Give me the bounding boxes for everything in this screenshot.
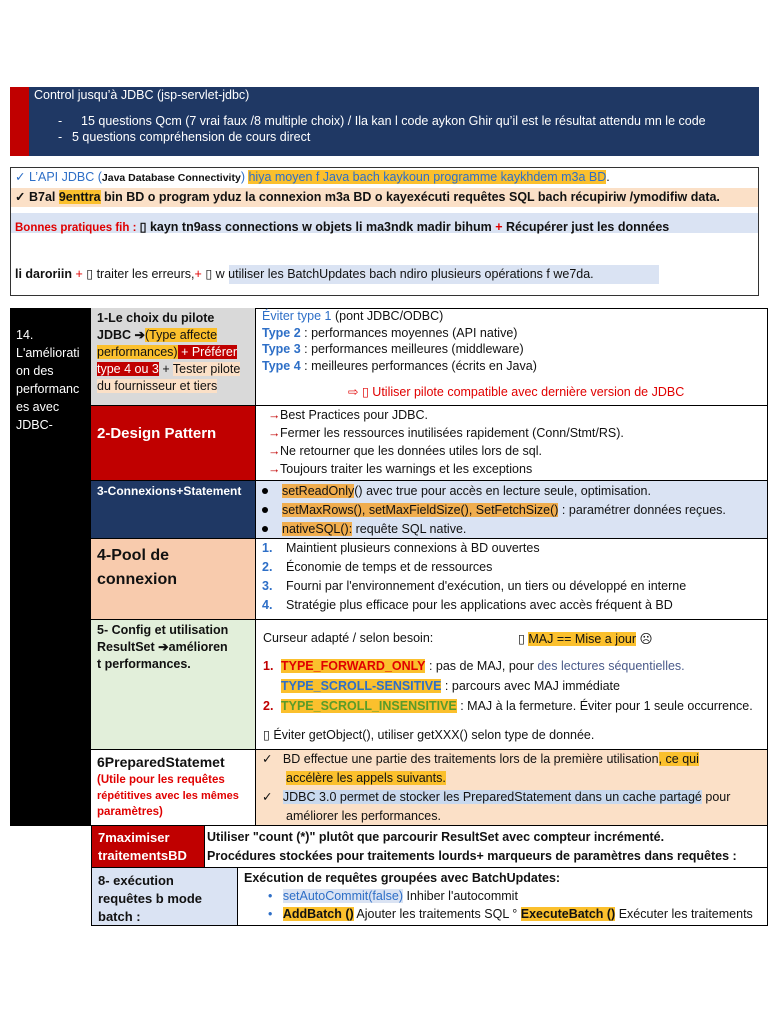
- section-1-tip: ⇨ ▯ Utiliser pilote compatible avec dernière version de JDBC: [348, 385, 685, 399]
- section-1-title: 1-Le choix du pilote JDBC ➔(Type affecte performances) + Préférer type 4 ou 3 + Tester pilote du fournisseur et tiers: [91, 308, 256, 406]
- side-label-line: L'améliorati: [16, 346, 80, 360]
- arrow-right-icon: →: [268, 444, 281, 458]
- arrow-right-icon: →: [268, 408, 281, 422]
- list-item: 4. Stratégie plus efficace pour les applications avec accès fréquent à BD: [262, 598, 673, 612]
- list-item: 2. Économie de temps et de ressources: [262, 560, 493, 574]
- list-item: 1. Maintient plusieurs connexions à BD ouvertes: [262, 541, 540, 555]
- section-3-content: setReadOnly() avec true pour accès en lecture seule, optimisation. setMaxRows(), setMaxFieldSize(), SetFetchSize() : paramétrer données reçues. nativeSQL(): requête SQL native.: [256, 481, 768, 539]
- check-icon: ✓: [15, 190, 26, 204]
- side-label-line: JDBC-: [16, 418, 53, 432]
- section-8-content: Exécution de requêtes groupées avec BatchUpdates: • setAutoCommit(false) Inhiber l'autocommit • AddBatch () Ajouter les traitements SQL ° ExecuteBatch () Exécuter les traitements: [238, 868, 768, 926]
- list-item: →Best Practices pour JDBC.: [258, 406, 624, 424]
- side-label-line: performanc: [16, 382, 80, 396]
- section-6-content: ✓ BD effectue une partie des traitements lors de la première utilisation, ce qui accélère les appels suivants. ✓ JDBC 3.0 permet de stocker les PreparedStatement dans un cache partagé pour améliorer les performances.: [256, 750, 768, 826]
- arrow-right-icon: ➔: [134, 328, 145, 342]
- section-2-content: [256, 406, 768, 481]
- header-bullet-1: 15 questions Qcm (7 vrai faux /8 multiple choix) / Ila kan l code aykon Ghir qu’il est le résultat attendu mn le code: [81, 114, 706, 128]
- check-icon: ✓: [262, 752, 273, 766]
- section-4-title: 4-Pool de connexion: [91, 539, 256, 620]
- section-4-content: [256, 539, 768, 620]
- side-label: [10, 308, 91, 826]
- section-5-title: 5- Config et utilisation ResultSet ➔amélioren t performances.: [91, 620, 256, 750]
- intro-line-3: Bonnes pratiques fih : ▯ kayn tn9ass connections w objets li ma3ndk madir bihum + Récupérer just les données: [15, 220, 670, 234]
- header-title: Control jusqu’à JDBC (jsp-servlet-jdbc): [34, 88, 250, 102]
- arrow-right-icon: →: [268, 426, 281, 440]
- section-5-content: Curseur adapté / selon besoin: ▯ MAJ == Mise a jour ☹ 1. TYPE_FORWARD_ONLY : pas de MAJ, pour des lectures séquentielles. TYPE_SCROLL-SENSITIVE : parcours avec MAJ immédiate 2. TYPE_SCROLL_INSENSITIVE : MAJ à la fermeture. Éviter pour 1 seule occurrence. ▯ Éviter getObject(), utiliser getXXX() selon type de donnée.: [256, 620, 768, 750]
- arrow-right-icon: ➔: [158, 640, 169, 654]
- section-2-title: 2-Design Pattern: [91, 406, 256, 481]
- header-dash-1: -: [58, 114, 63, 128]
- section-8-title: 8- exécution requêtes b mode batch :: [91, 868, 238, 926]
- side-label-line: on des: [16, 364, 54, 378]
- section-7-title: 7maximiser traitementsBD: [91, 826, 205, 868]
- header-banner: [10, 87, 759, 156]
- section-3-title: 3-Connexions+Statement: [91, 481, 256, 539]
- list-item: →Ne retourner que les données utiles lors de sql.: [258, 442, 624, 460]
- check-icon: ✓: [262, 790, 273, 804]
- section-7-content: Utiliser "count (*)" plutôt que parcourir ResultSet avec compteur incrémenté. Procédures stockées pour traitements lourds+ marqueurs de paramètres dans requêtes :: [205, 826, 768, 868]
- list-item: →Toujours traiter les warnings et les exceptions: [258, 460, 624, 478]
- section-6-title: 6PreparedStatemet (Utile pour les requêtes répétitives avec les mêmes paramètres): [91, 750, 256, 826]
- check-icon: ✓: [15, 170, 26, 184]
- maj-highlight: MAJ == Mise a jour: [528, 632, 637, 646]
- section-1-content: Éviter type 1 (pont JDBC/ODBC) Type 2 : performances moyennes (API native) Type 3 : performances meilleures (middleware) Type 4 : meilleures performances (écrits en Java) ⇨ ▯ Utiliser pilote compatible avec dernière version de JDBC: [256, 308, 768, 406]
- sad-face-icon: ☹: [636, 632, 653, 646]
- performance-table: [10, 308, 768, 928]
- list-item: →Fermer les ressources inutilisées rapidement (Conn/Stmt/RS).: [258, 424, 624, 442]
- side-label-line: 14.: [16, 328, 34, 342]
- intro-line-2: ✓ B7al 9enttra bin BD o program yduz la connexion m3a BD o kayexécuti requêtes SQL bach récupiriw /ymodifiw data.: [15, 190, 720, 204]
- intro-line-1: ✓ L’API JDBC (Java Database Connectivity) hiya moyen f Java bach kaykoun programme kaykhdem m3a BD.: [15, 170, 610, 184]
- header-bullet-2: 5 questions compréhension de cours direct: [72, 130, 311, 144]
- side-label-line: es avec: [16, 400, 60, 414]
- list-item: 3. Fourni par l'environnement d'exécution, un tiers ou développé en interne: [262, 579, 687, 593]
- header-red-bar: [10, 87, 29, 156]
- intro-box: [10, 167, 759, 296]
- intro-line-4: li daroriin + ▯ traiter les erreurs,+ ▯ w utiliser les BatchUpdates bach ndiro plusieurs opérations f we7da.: [15, 267, 594, 281]
- intro-highlight: hiya moyen f Java bach kaykoun programme kaykhdem m3a BD: [248, 170, 607, 184]
- arrow-right-icon: →: [268, 462, 281, 476]
- header-dash-2: -: [58, 130, 63, 144]
